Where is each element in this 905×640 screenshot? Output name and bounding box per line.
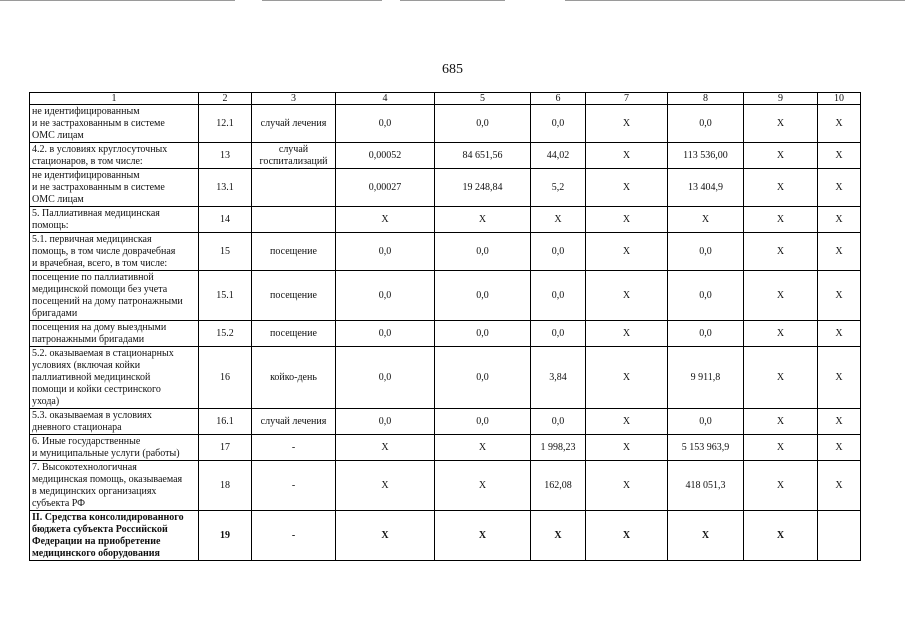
- value-cell: Х: [586, 461, 668, 511]
- value-cell: 84 651,56: [435, 143, 531, 169]
- value-cell: 0,0: [435, 105, 531, 143]
- value-cell: Х: [818, 233, 861, 271]
- value-cell: 0,0: [435, 233, 531, 271]
- row-name-cell: 5.2. оказываемая в стационарных условиях (включая койки паллиативной медицинской помощи и койки сестринского ухода): [30, 347, 199, 409]
- value-cell: [818, 511, 861, 561]
- row-number-cell: 17: [199, 435, 252, 461]
- value-cell: 0,0: [668, 233, 744, 271]
- value-cell: 0,0: [668, 271, 744, 321]
- value-cell: Х: [818, 169, 861, 207]
- value-cell: 3,84: [531, 347, 586, 409]
- value-cell: 0,0: [435, 271, 531, 321]
- column-number-header: 6: [531, 93, 586, 105]
- value-cell: Х: [818, 409, 861, 435]
- value-cell: Х: [818, 461, 861, 511]
- row-number-cell: 16: [199, 347, 252, 409]
- row-name-cell: не идентифицированным и не застрахованным в системе ОМС лицам: [30, 105, 199, 143]
- table-row: [30, 511, 861, 561]
- value-cell: Х: [668, 511, 744, 561]
- page-number: 685: [442, 62, 463, 77]
- value-cell: Х: [744, 409, 818, 435]
- unit-cell: -: [252, 435, 336, 461]
- data-table: [29, 92, 861, 561]
- value-cell: 113 536,00: [668, 143, 744, 169]
- value-cell: Х: [586, 143, 668, 169]
- column-number-header: 2: [199, 93, 252, 105]
- table-row: [30, 207, 861, 233]
- table-row: [30, 461, 861, 511]
- unit-cell: койко-день: [252, 347, 336, 409]
- table-row: [30, 105, 861, 143]
- column-number-header: 9: [744, 93, 818, 105]
- column-number-header: 7: [586, 93, 668, 105]
- value-cell: Х: [531, 207, 586, 233]
- value-cell: 0,0: [435, 347, 531, 409]
- row-number-cell: 18: [199, 461, 252, 511]
- value-cell: Х: [744, 347, 818, 409]
- value-cell: 0,0: [531, 233, 586, 271]
- table-row: [30, 409, 861, 435]
- unit-cell: случай госпитализаций: [252, 143, 336, 169]
- value-cell: 0,0: [336, 271, 435, 321]
- value-cell: 162,08: [531, 461, 586, 511]
- table-row: [30, 271, 861, 321]
- value-cell: Х: [586, 271, 668, 321]
- unit-cell: случай лечения: [252, 105, 336, 143]
- column-number-header: 8: [668, 93, 744, 105]
- value-cell: Х: [336, 207, 435, 233]
- row-number-cell: 13.1: [199, 169, 252, 207]
- table-row: [30, 435, 861, 461]
- value-cell: Х: [586, 435, 668, 461]
- scan-top-edge: [0, 0, 905, 2]
- value-cell: 0,0: [531, 271, 586, 321]
- row-name-cell: посещения на дому выездными патронажными бригадами: [30, 321, 199, 347]
- value-cell: 19 248,84: [435, 169, 531, 207]
- column-number-header: 5: [435, 93, 531, 105]
- value-cell: Х: [744, 169, 818, 207]
- value-cell: 44,02: [531, 143, 586, 169]
- value-cell: Х: [586, 169, 668, 207]
- value-cell: Х: [435, 461, 531, 511]
- row-name-cell: II. Средства консолидированного бюджета субъекта Российской Федерации на приобретение медицинского оборудования: [30, 511, 199, 561]
- row-name-cell: посещение по паллиативной медицинской помощи без учета посещений на дому патронажными бригадами: [30, 271, 199, 321]
- value-cell: 0,0: [336, 105, 435, 143]
- value-cell: Х: [744, 271, 818, 321]
- header-row: [30, 93, 861, 105]
- value-cell: Х: [586, 233, 668, 271]
- value-cell: 0,0: [668, 321, 744, 347]
- value-cell: 0,0: [531, 105, 586, 143]
- row-name-cell: 6. Иные государственные и муниципальные услуги (работы): [30, 435, 199, 461]
- column-number-header: 4: [336, 93, 435, 105]
- value-cell: Х: [586, 105, 668, 143]
- row-name-cell: не идентифицированным и не застрахованным в системе ОМС лицам: [30, 169, 199, 207]
- value-cell: Х: [744, 321, 818, 347]
- row-name-cell: 5.3. оказываемая в условиях дневного стационара: [30, 409, 199, 435]
- unit-cell: [252, 169, 336, 207]
- value-cell: Х: [531, 511, 586, 561]
- row-number-cell: 15.1: [199, 271, 252, 321]
- value-cell: 0,0: [531, 409, 586, 435]
- value-cell: 0,0: [435, 321, 531, 347]
- row-name-cell: 7. Высокотехнологичная медицинская помощь, оказываемая в медицинских организациях субъекта РФ: [30, 461, 199, 511]
- value-cell: Х: [744, 105, 818, 143]
- value-cell: 0,0: [668, 409, 744, 435]
- value-cell: Х: [744, 207, 818, 233]
- value-cell: Х: [435, 207, 531, 233]
- row-name-cell: 4.2. в условиях круглосуточных стационаров, в том числе:: [30, 143, 199, 169]
- value-cell: 0,0: [336, 233, 435, 271]
- value-cell: Х: [818, 271, 861, 321]
- value-cell: 0,0: [336, 409, 435, 435]
- value-cell: 0,0: [435, 409, 531, 435]
- table-row: [30, 347, 861, 409]
- row-number-cell: 14: [199, 207, 252, 233]
- value-cell: Х: [818, 347, 861, 409]
- unit-cell: случай лечения: [252, 409, 336, 435]
- column-number-header: 3: [252, 93, 336, 105]
- value-cell: Х: [818, 207, 861, 233]
- unit-cell: -: [252, 461, 336, 511]
- table-row: [30, 233, 861, 271]
- value-cell: 5,2: [531, 169, 586, 207]
- row-number-cell: 13: [199, 143, 252, 169]
- row-number-cell: 16.1: [199, 409, 252, 435]
- value-cell: 13 404,9: [668, 169, 744, 207]
- table-row: [30, 169, 861, 207]
- value-cell: 418 051,3: [668, 461, 744, 511]
- row-number-cell: 19: [199, 511, 252, 561]
- value-cell: Х: [586, 409, 668, 435]
- value-cell: 0,0: [336, 347, 435, 409]
- value-cell: 5 153 963,9: [668, 435, 744, 461]
- value-cell: Х: [336, 511, 435, 561]
- value-cell: Х: [744, 461, 818, 511]
- value-cell: 0,00027: [336, 169, 435, 207]
- value-cell: Х: [744, 143, 818, 169]
- value-cell: 0,0: [668, 105, 744, 143]
- value-cell: Х: [818, 435, 861, 461]
- unit-cell: посещение: [252, 233, 336, 271]
- value-cell: Х: [586, 321, 668, 347]
- value-cell: Х: [668, 207, 744, 233]
- value-cell: 1 998,23: [531, 435, 586, 461]
- value-cell: Х: [586, 511, 668, 561]
- value-cell: Х: [744, 435, 818, 461]
- row-name-cell: 5. Паллиативная медицинская помощь:: [30, 207, 199, 233]
- value-cell: Х: [744, 511, 818, 561]
- value-cell: Х: [818, 105, 861, 143]
- value-cell: Х: [435, 511, 531, 561]
- value-cell: Х: [818, 321, 861, 347]
- row-number-cell: 15.2: [199, 321, 252, 347]
- value-cell: Х: [435, 435, 531, 461]
- value-cell: Х: [336, 461, 435, 511]
- column-number-header: 1: [30, 93, 199, 105]
- row-name-cell: 5.1. первичная медицинская помощь, в том числе доврачебная и врачебная, всего, в том числе:: [30, 233, 199, 271]
- value-cell: Х: [818, 143, 861, 169]
- value-cell: 0,0: [531, 321, 586, 347]
- unit-cell: [252, 207, 336, 233]
- value-cell: Х: [586, 207, 668, 233]
- value-cell: Х: [744, 233, 818, 271]
- table-row: [30, 143, 861, 169]
- value-cell: Х: [336, 435, 435, 461]
- unit-cell: -: [252, 511, 336, 561]
- table-row: [30, 321, 861, 347]
- row-number-cell: 15: [199, 233, 252, 271]
- value-cell: 9 911,8: [668, 347, 744, 409]
- value-cell: Х: [586, 347, 668, 409]
- row-number-cell: 12.1: [199, 105, 252, 143]
- unit-cell: посещение: [252, 321, 336, 347]
- value-cell: 0,0: [336, 321, 435, 347]
- value-cell: 0,00052: [336, 143, 435, 169]
- column-number-header: 10: [818, 93, 861, 105]
- unit-cell: посещение: [252, 271, 336, 321]
